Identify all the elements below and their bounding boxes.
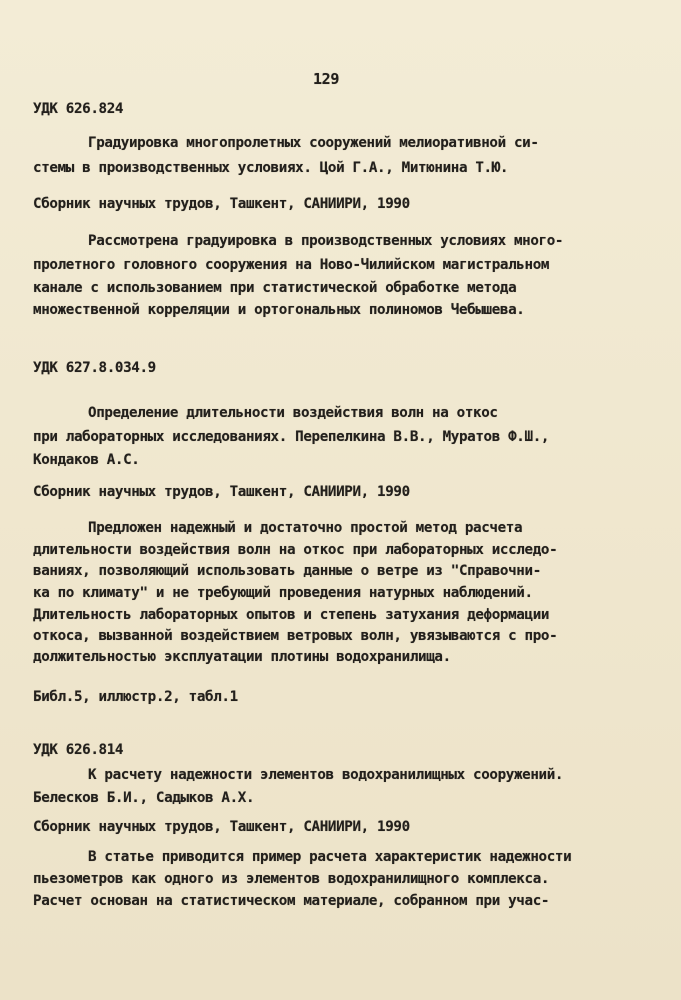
abstract-line: Предложен надежный и достаточно простой метод расчета: [88, 520, 523, 536]
abstract-line: должительностью эксплуатации плотины водохранилища.: [33, 649, 451, 665]
abstract-line: пролетного головного сооружения на Ново-Чилийском магистральном: [33, 257, 550, 273]
entry-title-line: при лабораторных исследованиях. Перепелкина В.В., Муратов Ф.Ш.,: [33, 429, 550, 445]
udc-code: УДК 626.824: [33, 101, 124, 117]
abstract-line: В статье приводится пример расчета характеристик надежности: [88, 849, 572, 865]
entry-title-line: Белесков Б.И., Садыков А.Х.: [33, 790, 255, 806]
abstract-line: длительности воздействия волн на откос при лабораторных исследо-: [33, 542, 558, 558]
udc-code: УДК 627.8.034.9: [33, 360, 156, 376]
abstract-line: канале с использованием при статистической обработке метода: [33, 280, 517, 296]
abstract-line: Расчет основан на статистическом материале, собранном при учас-: [33, 893, 550, 909]
entry-title-line: стемы в производственных условиях. Цой Г.А., Митюнина Т.Ю.: [33, 160, 509, 176]
abstract-line: множественной корреляции и ортогональных полиномов Чебышева.: [33, 302, 525, 318]
abstract-line: ваниях, позволяющий использовать данные о ветре из "Справочни-: [33, 563, 541, 579]
entry-title-line: Градуировка многопролетных сооружений мелиоративной си-: [88, 135, 539, 151]
abstract-line: ка по климату" и не требующий проведения натурных наблюдений.: [33, 585, 533, 601]
abstract-line: Длительность лабораторных опытов и степень затухания деформации: [33, 607, 550, 623]
entry-title-line: К расчету надежности элементов водохранилищных сооружений.: [88, 767, 564, 783]
udc-code: УДК 626.814: [33, 742, 124, 758]
abstract-line: пьезометров как одного из элементов водохранилищного комплекса.: [33, 871, 550, 887]
entry-title-line: Определение длительности воздействия волн на откос: [88, 405, 498, 421]
source-line: Сборник научных трудов, Ташкент, САНИИРИ, 1990: [33, 196, 410, 212]
page-number: 129: [313, 70, 340, 88]
source-line: Сборник научных трудов, Ташкент, САНИИРИ, 1990: [33, 819, 410, 835]
source-line: Сборник научных трудов, Ташкент, САНИИРИ, 1990: [33, 484, 410, 500]
bibliography-line: Библ.5, иллюстр.2, табл.1: [33, 689, 238, 705]
entry-title-line: Кондаков А.С.: [33, 452, 140, 468]
abstract-line: Рассмотрена градуировка в производственных условиях много-: [88, 233, 564, 249]
abstract-line: откоса, вызванной воздействием ветровых волн, увязываются с про-: [33, 628, 558, 644]
